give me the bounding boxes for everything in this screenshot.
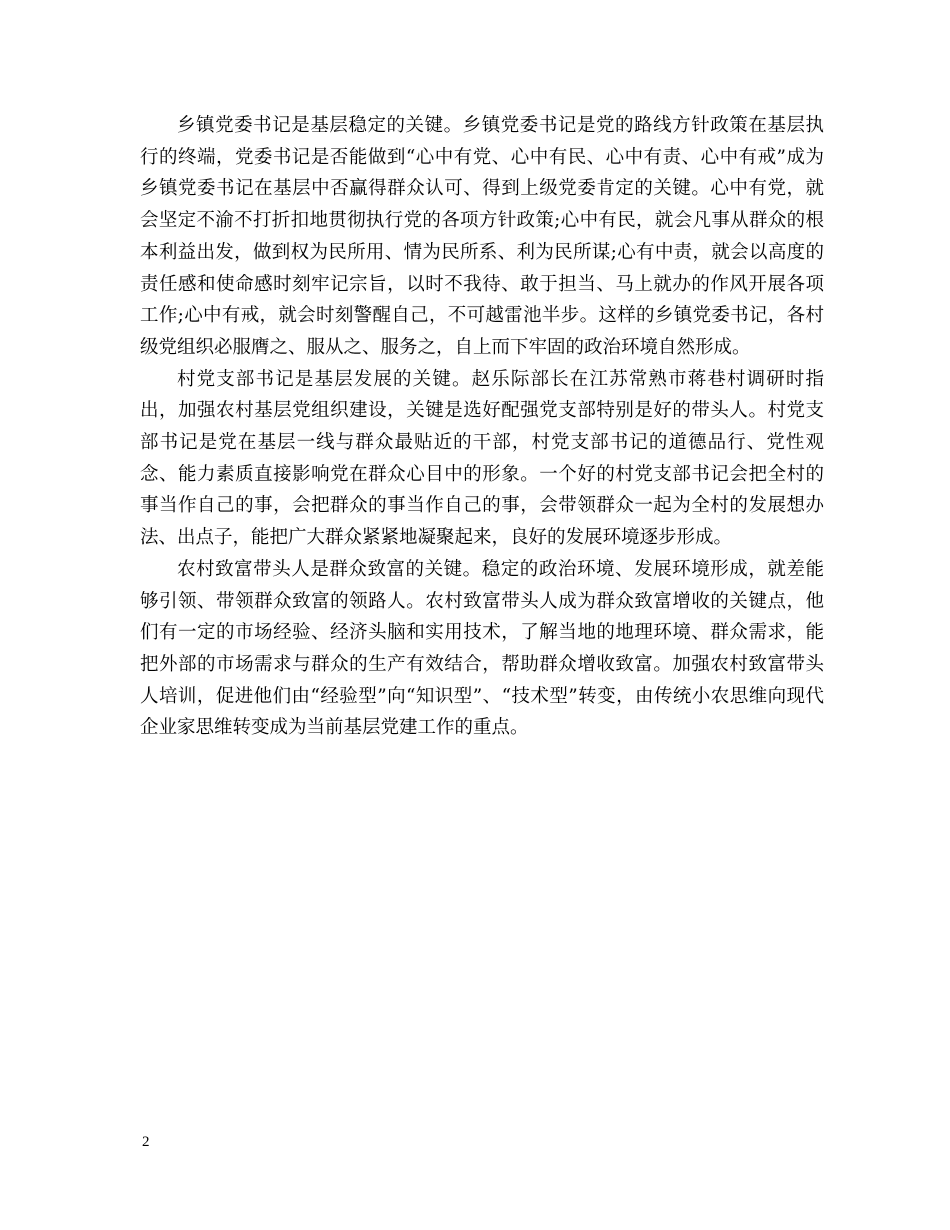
paragraph-village-secretary: 村党支部书记是基层发展的关键。赵乐际部长在江苏常熟市蒋巷村调研时指出，加强农村基层党组织建设，关键是选好配强党支部特别是好的带头人。村党支部书记是党在基层一线与群众最贴近的干部，村党支部书记的道德品行、党性观念、能力素质直接影响党在群众心目中的形象。一个好的村党支部书记会把全村的事当作自己的事，会把群众的事当作自己的事，会带领群众一起为全村的发展想办法、出点子，能把广大群众紧紧地凝聚起来，良好的发展环境逐步形成。 — [140, 368, 824, 549]
document-body — [140, 110, 824, 744]
paragraph-township-secretary: 乡镇党委书记是基层稳定的关键。乡镇党委书记是党的路线方针政策在基层执行的终端，党委书记是否能做到“心中有党、心中有民、心中有责、心中有戒”成为乡镇党委书记在基层中否赢得群众认可、得到上级党委肯定的关键。心中有党，就会坚定不渝不打折扣地贯彻执行党的各项方针政策;心中有民，就会凡事从群众的根本利益出发，做到权为民所用、情为民所系、利为民所谋;心有中责，就会以高度的责任感和使命感时刻牢记宗旨，以时不我待、敢于担当、马上就办的作风开展各项工作;心中有戒，就会时刻警醒自己，不可越雷池半步。这样的乡镇党委书记，各村级党组织必服膺之、服从之、服务之，自上而下牢固的政治环境自然形成。 — [140, 115, 824, 358]
page-number: 2 — [142, 1134, 150, 1150]
paragraph-wealth-leaders: 农村致富带头人是群众致富的关键。稳定的政治环境、发展环境形成，就差能够引领、带领群众致富的领路人。农村致富带头人成为群众致富增收的关键点，他们有一定的市场经验、经济头脑和实用技术，了解当地的地理环境、群众需求，能把外部的市场需求与群众的生产有效结合，帮助群众增收致富。加强农村致富带头人培训，促进他们由“经验型”向“知识型”、“技术型”转变，由传统小农思维向现代企业家思维转变成为当前基层党建工作的重点。 — [140, 558, 824, 739]
